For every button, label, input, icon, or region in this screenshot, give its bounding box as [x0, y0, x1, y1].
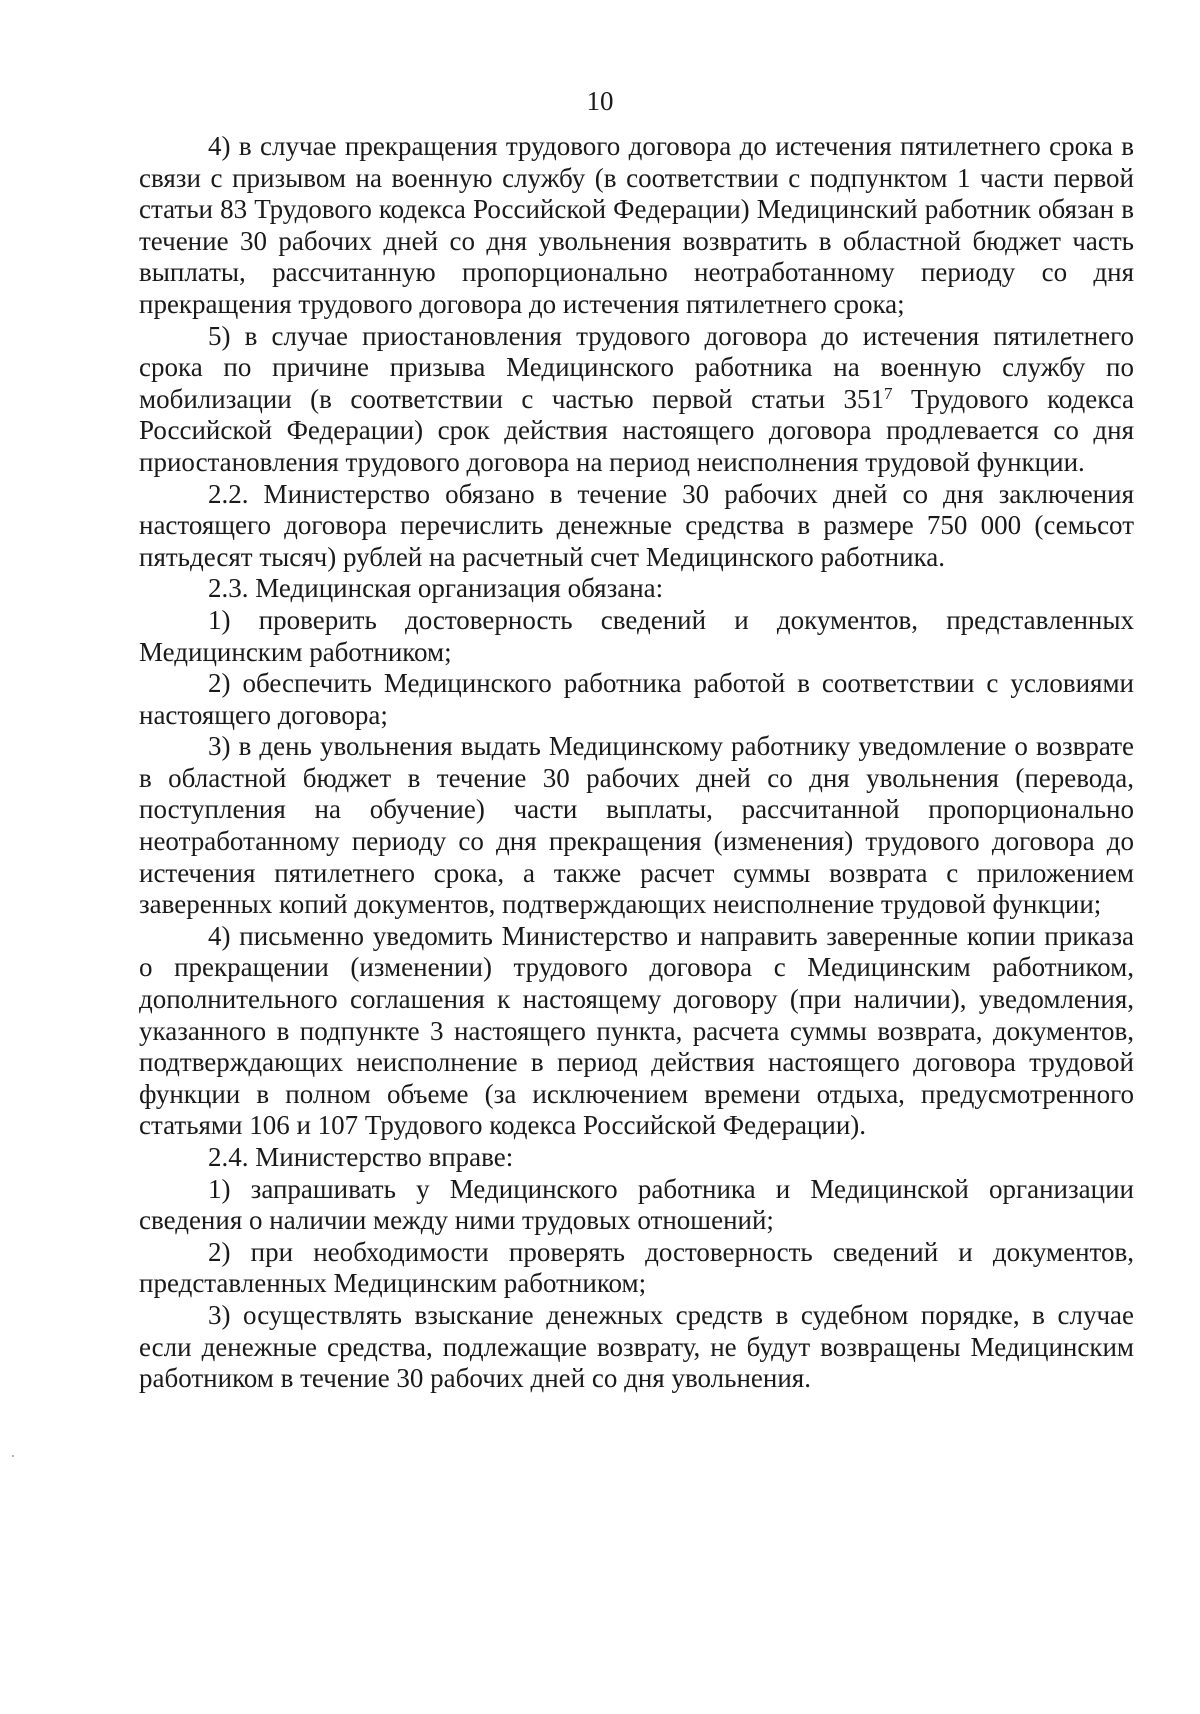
- clause-paragraph: 4) письменно уведомить Министерство и направить заверенные копии приказа о прекращении (изменении) трудового договора с Медицинским работником, дополнительного соглашения к настоящему договору (при наличии), уведомления, указанного в подпункте 3 настоящего пункта, расчета суммы возврата, документов, подтверждающих неисполнение в период действия настоящего договора трудовой функции в полном объеме (за исключением времени отдыха, предусмотренного статьями 106 и 107 Трудового кодекса Российской Федерации).: [139, 920, 1134, 1141]
- page-number: 10: [586, 86, 614, 116]
- clause-paragraph: 1) запрашивать у Медицинского работника и Медицинской организации сведения о наличии между ними трудовых отношений;: [139, 1173, 1134, 1236]
- clause-text: Трудового кодекса Российской Федерации) срок действия настоящего договора продлевается со дня приостановления трудового договора на период неисполнения трудовой функции.: [139, 383, 1135, 477]
- clause-text: 5) в случае приостановления трудового договора до истечения пятилетнего срока по причине призыва Медицинского работника на военную службу по мобилизации (в соответствии с частью первой статьи 351: [139, 320, 1134, 414]
- section-heading: 2.4. Министерство вправе:: [208, 1142, 514, 1172]
- article-superscript: 7: [884, 383, 893, 403]
- clause-paragraph: 2.2. Министерство обязано в течение 30 рабочих дней со дня заключения настоящего договора перечислить денежные средства в размере 750 000 (семьсот пятьдесят тысяч) рублей на расчетный счет Медицинского работника.: [139, 478, 1134, 572]
- section-heading: 2.3. Медицинская организация обязана:: [208, 573, 664, 604]
- clause-paragraph: 3) осуществлять взыскание денежных средств в судебном порядке, в случае если денежные средства, подлежащие возврату, не будут возвращены Медицинским работником в течение 30 рабочих дней со дня увольнения.: [139, 1299, 1134, 1394]
- clause-paragraph: 2) обеспечить Медицинского работника работой в соответствии с условиями настоящего договора;: [139, 668, 1134, 730]
- scan-speck: [12, 1455, 14, 1457]
- clause-paragraph: 2) при необходимости проверять достоверность сведений и документов, представленных Медицинским работником;: [139, 1236, 1134, 1299]
- clause-paragraph: 3) в день увольнения выдать Медицинскому работнику уведомление о возврате в областной бюджет в течение 30 рабочих дней со дня увольнения (перевода, поступления на обучение) части выплаты, рассчитанной пропорционально неотработанному периоду со дня прекращения (изменения) трудового договора до истечения пятилетнего срока, а также расчет суммы возврата с приложением заверенных копий документов, подтверждающих неисполнение трудовой функции;: [139, 731, 1134, 920]
- document-body: [139, 131, 1134, 1395]
- clause-paragraph-with-superscript: [139, 321, 1134, 479]
- clause-paragraph: 1) проверить достоверность сведений и документов, представленных Медицинским работником;: [139, 604, 1134, 667]
- clause-paragraph: 4) в случае прекращения трудового договора до истечения пятилетнего срока в связи с призывом на военную службу (в соответствии с подпунктом 1 части первой статьи 83 Трудового кодекса Российской Федерации) Медицинский работник обязан в течение 30 рабочих дней со дня увольнения возвратить в областной бюджет часть выплаты, рассчитанную пропорционально неотработанному периоду со дня прекращения трудового договора до истечения пятилетнего срока;: [139, 131, 1134, 319]
